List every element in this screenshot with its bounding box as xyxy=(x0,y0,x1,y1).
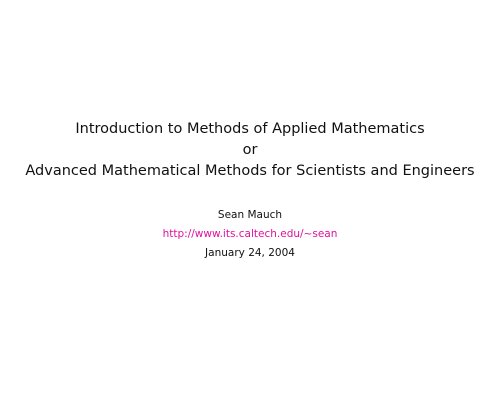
document-date: January 24, 2004 xyxy=(205,247,295,259)
title-line-1: Introduction to Methods of Applied Mathematics xyxy=(75,121,425,137)
title-block xyxy=(0,119,500,182)
author-url-link[interactable]: http://www.its.caltech.edu/~sean xyxy=(162,228,338,240)
title-line-2: Advanced Mathematical Methods for Scientists and Engineers xyxy=(25,163,475,179)
author-block xyxy=(0,208,500,241)
author-name: Sean Mauch xyxy=(217,209,283,221)
title-separator: or xyxy=(242,142,258,158)
